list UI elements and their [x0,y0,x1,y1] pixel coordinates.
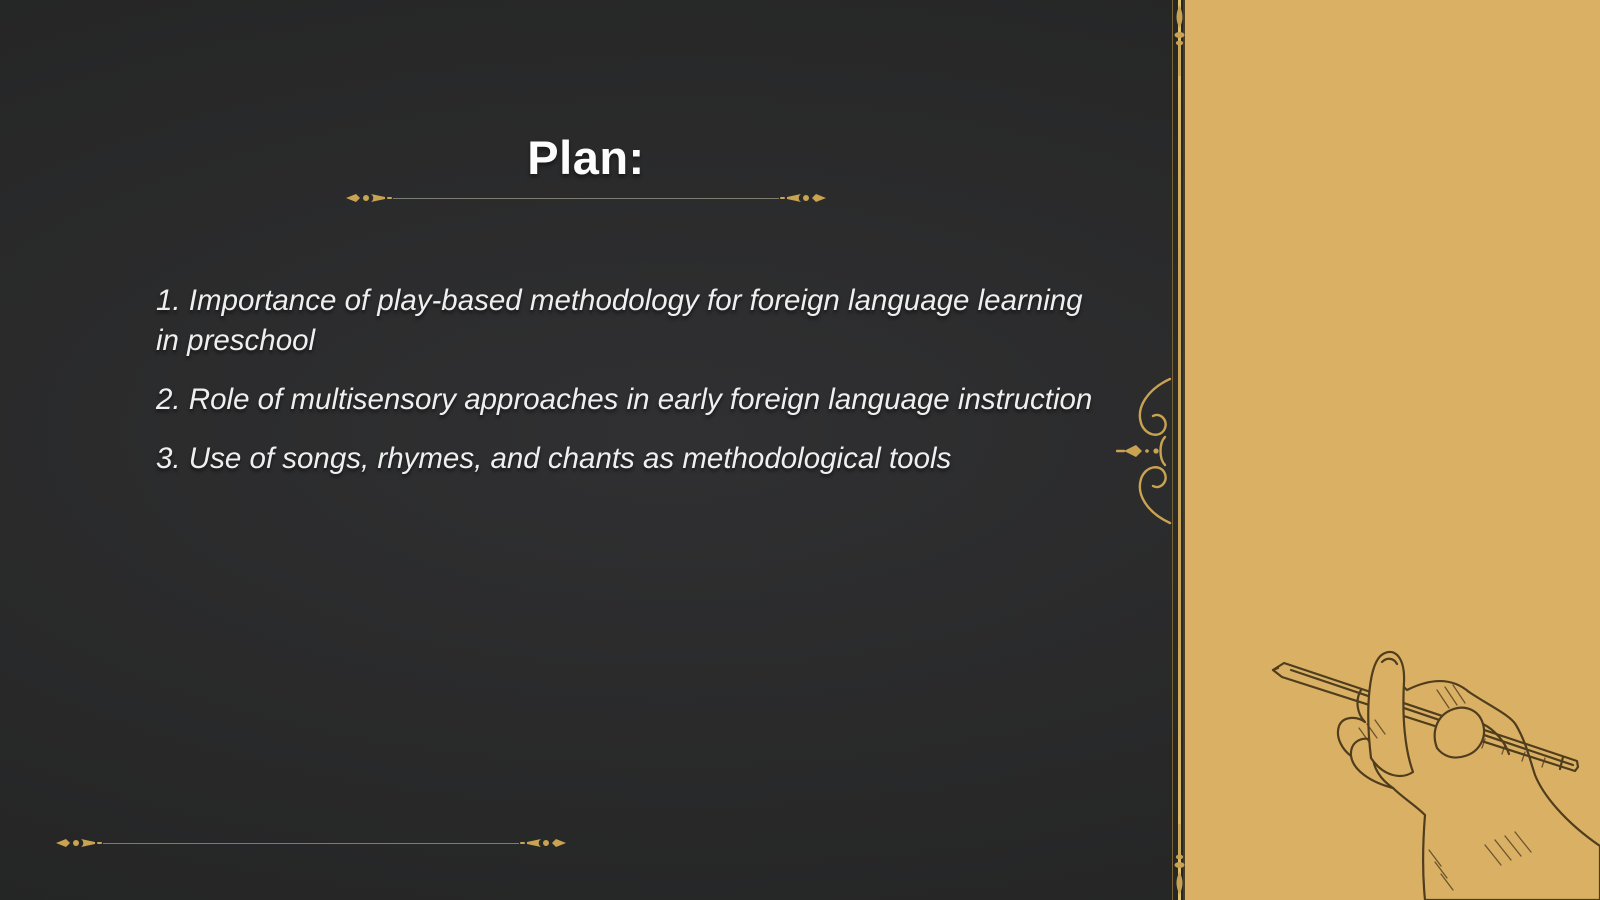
divider-end-ornament-icon [55,836,103,850]
page-title: Plan: [527,131,645,184]
border-line-gold [1178,0,1181,900]
thumb [1435,708,1484,758]
plan-list [156,281,1112,479]
list-item: 1. Importance of play-based methodology for foreign language learning in preschool [156,284,1083,358]
hand-pencil-sketch-icon [1185,630,1600,900]
border-line-thin [1172,0,1173,900]
divider-line [103,843,519,844]
divider-end-ornament-icon [519,836,567,850]
spear-finial-top-icon [1172,4,1187,76]
divider-end-ornament-icon [345,191,393,205]
side-panel [1185,0,1600,900]
list-item: 2. Role of multisensory approaches in early foreign language instruction [156,383,1093,417]
list-item: 3. Use of songs, rhymes, and chants as methodological tools [156,442,952,476]
bottom-divider [55,836,567,850]
divider-line [393,198,779,199]
border-line-edge [1183,0,1185,900]
divider-end-ornament-icon [779,191,827,205]
spear-finial-bottom-icon [1172,824,1187,896]
title-divider [345,191,827,205]
